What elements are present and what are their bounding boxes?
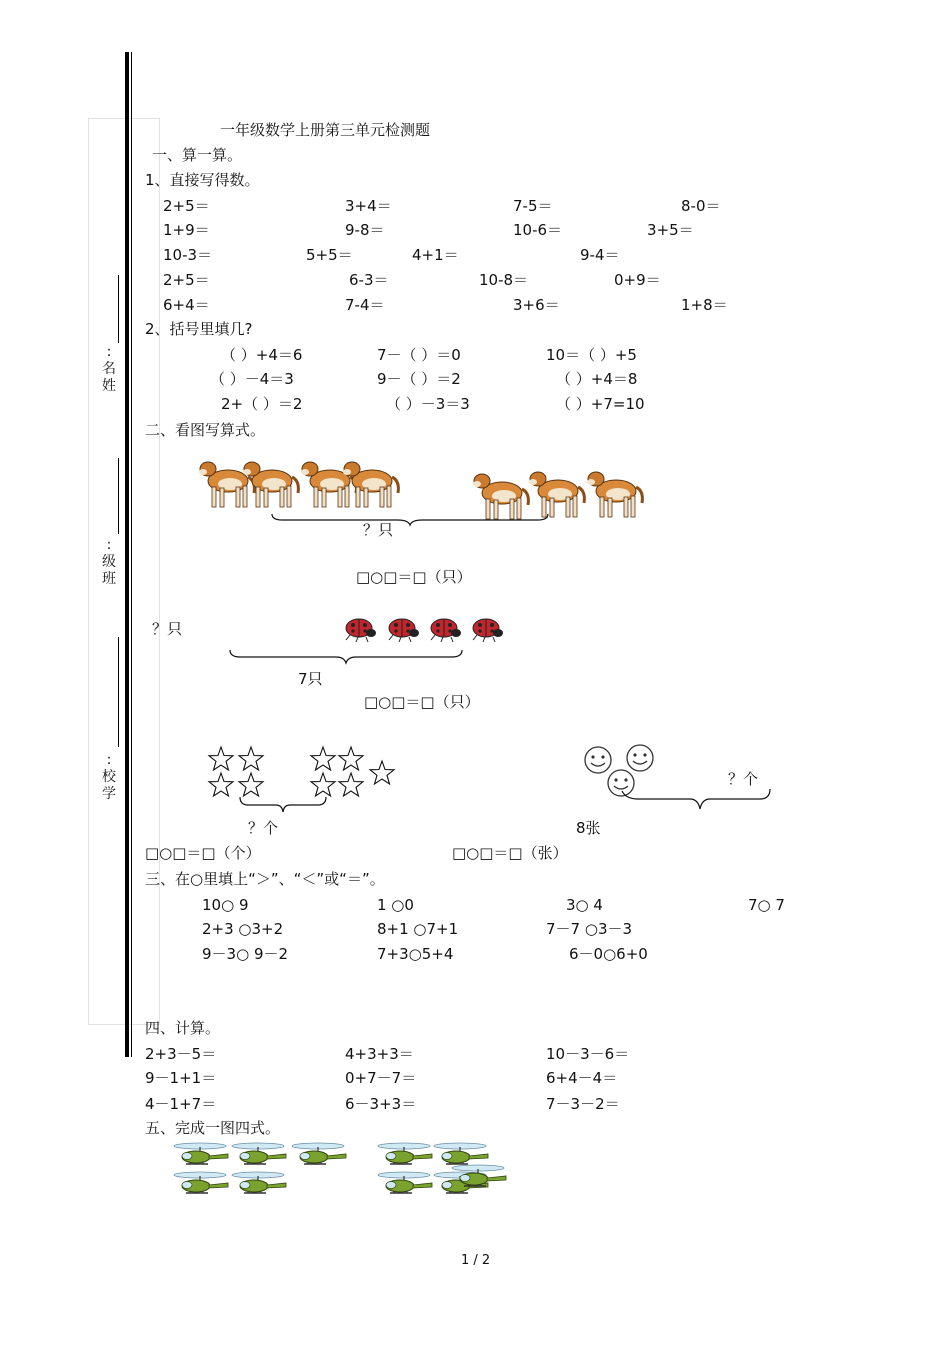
calc-item: 10-8＝ [479,271,529,289]
name-label: :名姓 [102,344,116,394]
ladybugs-formula: □○□＝□（只） [364,693,480,711]
dogs-brace [270,512,550,526]
section-3-heading: 三、在○里填上“＞”、“＜”或“＝”。 [145,870,385,888]
calc-item: 10-6＝ [513,221,563,239]
page-number: 1 / 2 [461,1253,491,1268]
fill-item: 7－（ ）＝0 [377,346,461,364]
calc-item: 9－1+1＝ [145,1069,217,1087]
page-title: 一年级数学上册第三单元检测题 [220,121,431,139]
stars-question: ？个 [248,819,279,837]
class-label: :级班 [102,537,116,587]
calc-item: 6+4＝ [163,296,210,314]
ladybugs-total: 7只 [298,670,323,688]
fill-item: 10＝（ ）+5 [546,346,637,364]
calc-item: 7-5＝ [513,197,553,215]
fill-item: （ ）－4＝3 [210,370,294,388]
calc-item: 1+8＝ [681,296,728,314]
fill-item: （ ）+4＝6 [221,346,303,364]
calc-item: 6-3＝ [349,271,389,289]
section-4-heading: 四、计算。 [145,1019,221,1037]
calc-item: 2+5＝ [163,197,210,215]
school-underline [118,637,119,747]
compare-item: 7－7 ○3－3 [546,920,633,938]
faces-brace [620,785,775,813]
compare-item: 9－3○ 9－2 [202,945,289,963]
calc-item: 4－1+7＝ [145,1095,217,1113]
fill-item: （ ）+4＝8 [556,370,638,388]
ladybugs-brace [228,648,464,664]
fill-item: 2+（ ）＝2 [221,395,303,413]
calc-item: 0+9＝ [614,271,661,289]
calc-item: 3+6＝ [513,296,560,314]
binding-margin [88,118,160,1025]
compare-item: 7+3○5+4 [377,945,454,963]
calc-item: 7-4＝ [345,296,385,314]
fill-item: （ ）+7=10 [556,395,645,413]
binding-thin-line [131,52,132,1057]
fill-item: （ ）－3＝3 [386,395,470,413]
section-1-heading: 一、算一算。 [152,146,243,164]
dogs-formula: □○□＝□（只） [356,568,472,586]
calc-item: 9-4＝ [580,246,620,264]
binding-thick-line [125,52,129,1057]
calc-item: 4+1＝ [412,246,459,264]
compare-item: 7○ 7 [748,896,785,914]
compare-item: 2+3 ○3+2 [202,920,284,938]
stars-brace [238,795,328,815]
helicopters-picture [168,1140,518,1205]
calc-item: 3+5＝ [647,221,694,239]
ladybugs-picture [340,615,510,645]
compare-item: 1 ○0 [377,896,414,914]
faces-question: ？个 [728,770,759,788]
name-underline [118,275,119,343]
calc-item: 2+3－5＝ [145,1045,217,1063]
calc-item: 1+9＝ [163,221,210,239]
compare-item: 3○ 4 [566,896,603,914]
ladybugs-question: ？只 [152,620,183,638]
section-5-heading: 五、完成一图四式。 [145,1119,281,1137]
stars-formula: □○□＝□（个） [145,844,261,862]
calc-item: 10-3＝ [163,246,213,264]
compare-item: 6－0○6+0 [569,945,648,963]
part-2-heading: 2、括号里填几? [145,320,253,338]
calc-item: 6+4－4＝ [546,1069,618,1087]
school-label: :校学 [102,752,116,802]
calc-item: 0+7－7＝ [345,1069,417,1087]
dogs-question: ？只 [363,521,394,539]
faces-total: 8张 [576,819,601,837]
calc-item: 10－3－6＝ [546,1045,630,1063]
calc-item: 3+4＝ [345,197,392,215]
calc-item: 5+5＝ [306,246,353,264]
section-2-heading: 二、看图写算式。 [145,421,266,439]
class-underline [118,458,119,534]
fill-item: 9－（ ）＝2 [377,370,461,388]
calc-item: 2+5＝ [163,271,210,289]
calc-item: 9-8＝ [345,221,385,239]
compare-item: 8+1 ○7+1 [377,920,459,938]
part-1-heading: 1、直接写得数。 [145,171,260,189]
calc-item: 7－3－2＝ [546,1095,620,1113]
compare-item: 10○ 9 [202,896,249,914]
faces-formula: □○□＝□（张） [452,844,568,862]
calc-item: 8-0＝ [681,197,721,215]
calc-item: 6－3+3＝ [345,1095,417,1113]
calc-item: 4+3+3＝ [345,1045,414,1063]
dogs-picture [190,445,650,520]
